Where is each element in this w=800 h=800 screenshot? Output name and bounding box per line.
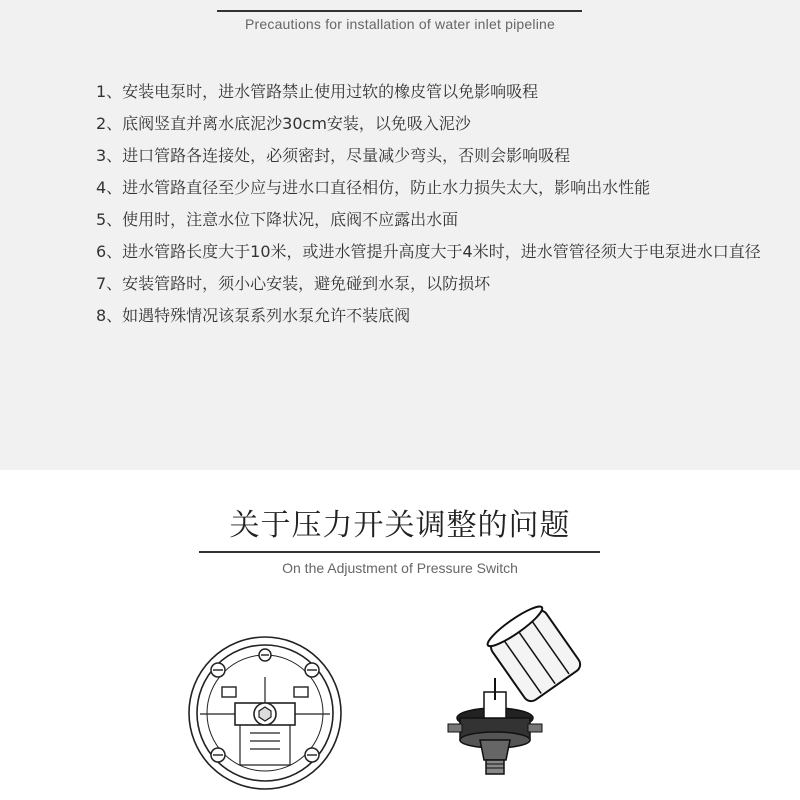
divider bbox=[217, 10, 582, 12]
title-divider bbox=[199, 551, 600, 553]
list-item: 8、如遇特殊情况该泵系列水泵允许不装底阀 bbox=[96, 306, 411, 325]
pressure-switch-dial-diagram bbox=[180, 625, 350, 800]
list-item: 1、安装电泵时，进水管路禁止使用过软的橡皮管以免影响吸程 bbox=[96, 82, 539, 101]
list-item: 2、底阀竖直并离水底泥沙30cm安装，以免吸入泥沙 bbox=[96, 114, 471, 133]
list-item: 7、安装管路时，须小心安装，避免碰到水泵，以防损坏 bbox=[96, 274, 491, 293]
list-item: 6、进水管路长度大于10米，或进水管提升高度大于4米时，进水管管径须大于电泵进水口直径 bbox=[96, 242, 761, 261]
list-item: 4、进水管路直径至少应与进水口直径相仿，防止水力损失太大，影响出水性能 bbox=[96, 178, 651, 197]
precaution-list bbox=[96, 76, 776, 332]
pressure-switch-side-drawing bbox=[440, 600, 590, 800]
page-title: 关于压力开关调整的问题 bbox=[229, 508, 571, 543]
list-item: 5、使用时，注意水位下降状况，底阀不应露出水面 bbox=[96, 210, 459, 229]
list-item: 3、进口管路各连接处，必须密封，尽量减少弯头，否则会影响吸程 bbox=[96, 146, 571, 165]
precautions-subtitle: Precautions for installation of water inlet pipeline bbox=[244, 16, 555, 32]
section-subtitle: On the Adjustment of Pressure Switch bbox=[282, 560, 518, 576]
